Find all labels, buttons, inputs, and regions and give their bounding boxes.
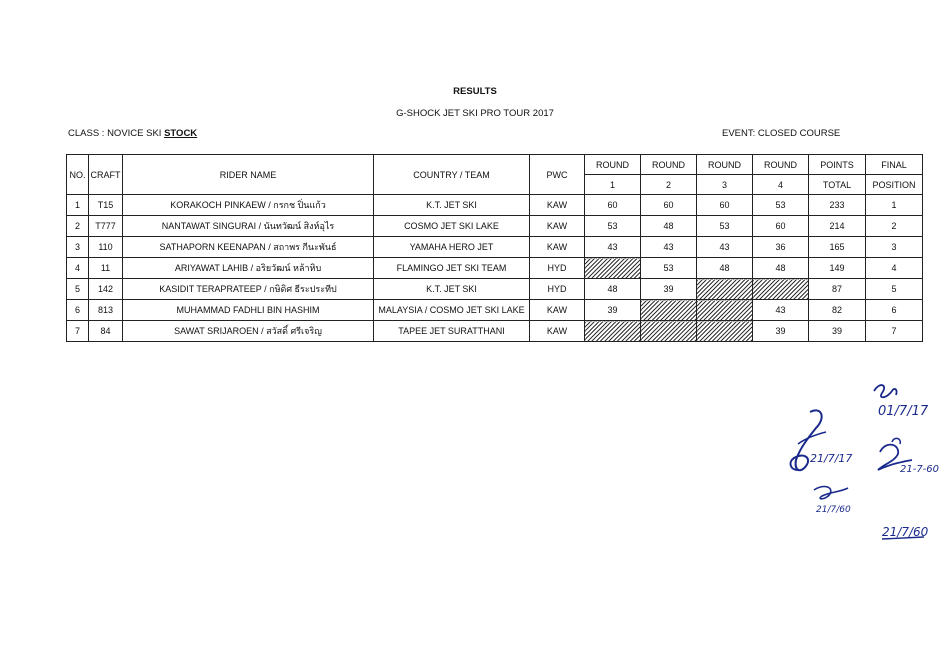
header-rider-name: RIDER NAME — [123, 155, 374, 195]
cell-no: 2 — [67, 216, 89, 237]
cell-rider: SAWAT SRIJAROEN / สวัสดิ์ ศรีเจริญ — [123, 321, 374, 342]
cell-round-3-hatched — [697, 321, 753, 342]
header-round-1: ROUND — [585, 155, 641, 175]
results-title: RESULTS — [453, 86, 497, 97]
cell-round-3: 60 — [697, 195, 753, 216]
table-row — [67, 279, 923, 300]
cell-team: FLAMINGO JET SKI TEAM — [374, 258, 530, 279]
header-country-team: COUNTRY / TEAM — [374, 155, 530, 195]
cell-round-4: 39 — [753, 321, 809, 342]
cell-total: 214 — [809, 216, 866, 237]
cell-round-4-hatched — [753, 279, 809, 300]
cell-no: 1 — [67, 195, 89, 216]
cell-round-3: 43 — [697, 237, 753, 258]
signature-4-date: 21/7/60 — [816, 505, 851, 515]
signature-5 — [878, 518, 934, 542]
class-stock: STOCK — [164, 128, 198, 139]
header-round-2-number: 2 — [641, 175, 697, 195]
cell-round-4: 60 — [753, 216, 809, 237]
cell-no: 5 — [67, 279, 89, 300]
cell-craft: 813 — [89, 300, 123, 321]
cell-pwc: KAW — [530, 216, 585, 237]
header-round-2: ROUND — [641, 155, 697, 175]
signature-4 — [808, 482, 868, 516]
header-position: POSITION — [866, 175, 923, 195]
cell-total: 87 — [809, 279, 866, 300]
cell-total: 39 — [809, 321, 866, 342]
cell-pwc: KAW — [530, 195, 585, 216]
cell-round-2-hatched — [641, 321, 697, 342]
results-table — [66, 154, 923, 342]
cell-craft: T777 — [89, 216, 123, 237]
cell-rider: KASIDIT TERAPRATEEP / กษิดิศ ธีระประทีป — [123, 279, 374, 300]
event-subtitle: G-SHOCK JET SKI PRO TOUR 2017 — [396, 108, 554, 119]
cell-position: 6 — [866, 300, 923, 321]
cell-round-2: 48 — [641, 216, 697, 237]
signature-3-date: 21-7-60 — [900, 464, 940, 475]
header-round-4: ROUND — [753, 155, 809, 175]
cell-craft: 142 — [89, 279, 123, 300]
cell-round-1: 39 — [585, 300, 641, 321]
cell-craft: T15 — [89, 195, 123, 216]
cell-rider: KORAKOCH PINKAEW / กรกช ปิ่นแก้ว — [123, 195, 374, 216]
cell-round-2: 43 — [641, 237, 697, 258]
cell-pwc: KAW — [530, 300, 585, 321]
cell-round-3: 53 — [697, 216, 753, 237]
cell-position: 3 — [866, 237, 923, 258]
header-round-3: ROUND — [697, 155, 753, 175]
cell-round-2: 60 — [641, 195, 697, 216]
cell-craft: 84 — [89, 321, 123, 342]
table-row — [67, 237, 923, 258]
cell-position: 4 — [866, 258, 923, 279]
table-row — [67, 216, 923, 237]
cell-round-2: 39 — [641, 279, 697, 300]
cell-round-2-hatched — [641, 300, 697, 321]
header-round-4-number: 4 — [753, 175, 809, 195]
header-round-3-number: 3 — [697, 175, 753, 195]
cell-no: 4 — [67, 258, 89, 279]
header-round-1-number: 1 — [585, 175, 641, 195]
signature-3 — [872, 430, 948, 486]
cell-round-1: 60 — [585, 195, 641, 216]
cell-round-2: 53 — [641, 258, 697, 279]
table-row — [67, 321, 923, 342]
cell-round-4: 48 — [753, 258, 809, 279]
signature-5-date: 21/7/60 — [882, 525, 929, 539]
cell-team: TAPEE JET SURATTHANI — [374, 321, 530, 342]
cell-pwc: KAW — [530, 237, 585, 258]
table-row — [67, 195, 923, 216]
cell-position: 1 — [866, 195, 923, 216]
cell-rider: MUHAMMAD FADHLI BIN HASHIM — [123, 300, 374, 321]
cell-no: 3 — [67, 237, 89, 258]
cell-craft: 110 — [89, 237, 123, 258]
cell-team: K.T. JET SKI — [374, 195, 530, 216]
class-label-text: CLASS : NOVICE SKI — [68, 128, 165, 139]
cell-round-3-hatched — [697, 300, 753, 321]
header-points: POINTS — [809, 155, 866, 175]
class-label — [68, 128, 197, 139]
cell-craft: 11 — [89, 258, 123, 279]
cell-total: 82 — [809, 300, 866, 321]
signature-1 — [774, 404, 854, 484]
cell-round-4: 53 — [753, 195, 809, 216]
cell-rider: ARIYAWAT LAHIB / อริยวัฒน์ หล้าหิบ — [123, 258, 374, 279]
cell-team: MALAYSIA / COSMO JET SKI LAKE — [374, 300, 530, 321]
cell-round-4: 43 — [753, 300, 809, 321]
header-total: TOTAL — [809, 175, 866, 195]
cell-position: 2 — [866, 216, 923, 237]
cell-round-1: 53 — [585, 216, 641, 237]
cell-round-1: 43 — [585, 237, 641, 258]
table-row — [67, 258, 923, 279]
cell-rider: SATHAPORN KEENAPAN / สถาพร กีนะพันธ์ — [123, 237, 374, 258]
cell-round-4: 36 — [753, 237, 809, 258]
table-row — [67, 300, 923, 321]
cell-pwc: HYD — [530, 279, 585, 300]
cell-no: 7 — [67, 321, 89, 342]
cell-round-1-hatched — [585, 321, 641, 342]
cell-rider: NANTAWAT SINGURAI / นันทวัฒน์ สิงห์อุไร — [123, 216, 374, 237]
cell-position: 7 — [866, 321, 923, 342]
cell-total: 233 — [809, 195, 866, 216]
cell-pwc: HYD — [530, 258, 585, 279]
header-pwc: PWC — [530, 155, 585, 195]
cell-team: YAMAHA HERO JET — [374, 237, 530, 258]
cell-pwc: KAW — [530, 321, 585, 342]
event-label: EVENT: CLOSED COURSE — [722, 128, 841, 139]
cell-team: COSMO JET SKI LAKE — [374, 216, 530, 237]
cell-total: 165 — [809, 237, 866, 258]
header-final: FINAL — [866, 155, 923, 175]
header-no: NO. — [67, 155, 89, 195]
header-row-1 — [67, 155, 923, 175]
cell-round-3: 48 — [697, 258, 753, 279]
header-craft: CRAFT — [89, 155, 123, 195]
cell-round-3-hatched — [697, 279, 753, 300]
cell-round-1: 48 — [585, 279, 641, 300]
cell-no: 6 — [67, 300, 89, 321]
signature-2-date: 01/7/17 — [878, 404, 929, 419]
cell-team: K.T. JET SKI — [374, 279, 530, 300]
cell-position: 5 — [866, 279, 923, 300]
cell-total: 149 — [809, 258, 866, 279]
cell-round-1-hatched — [585, 258, 641, 279]
signature-1-date: 21/7/17 — [810, 452, 853, 465]
